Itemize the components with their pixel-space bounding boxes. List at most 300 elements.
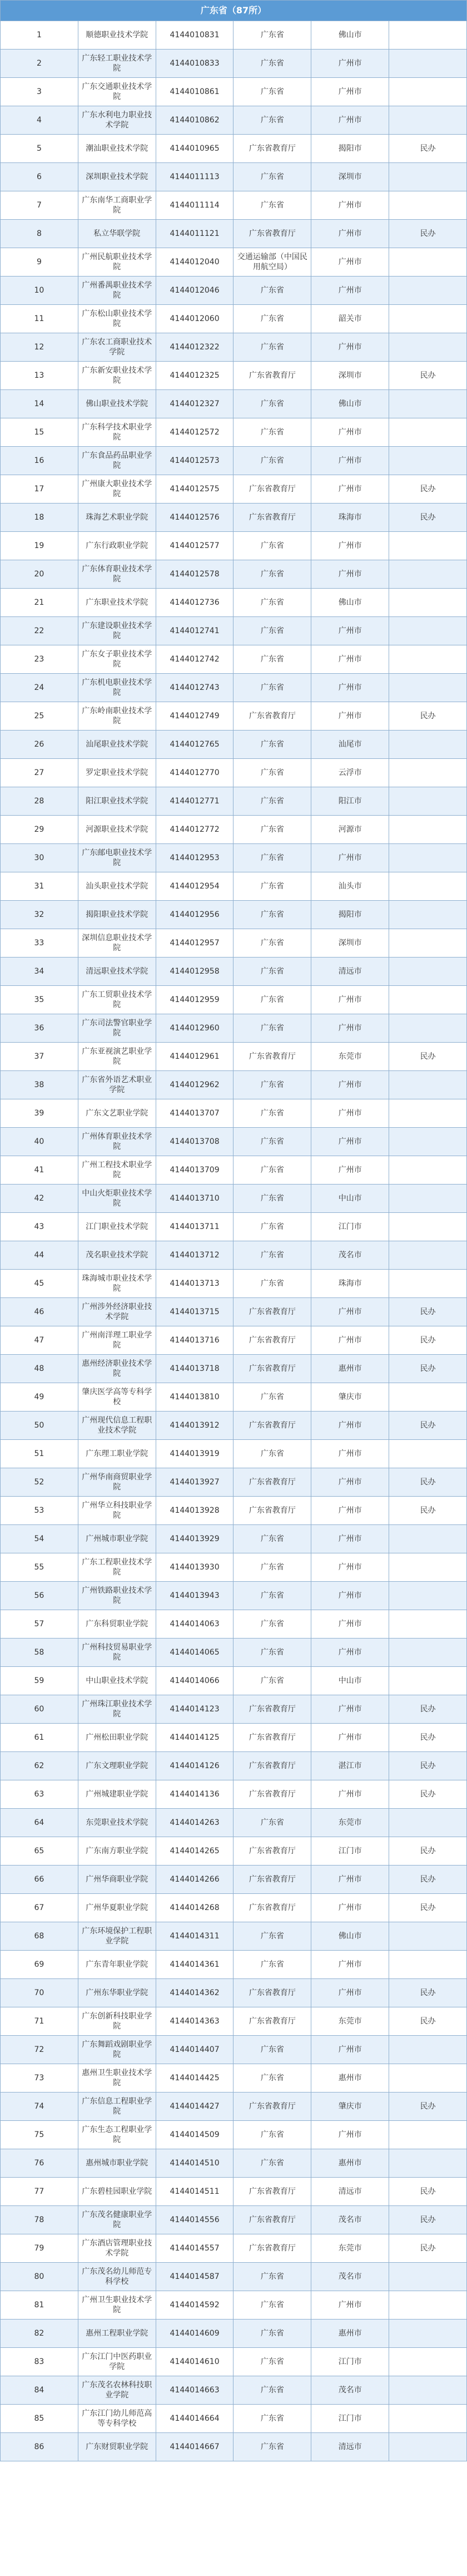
remark-cell [389, 1383, 467, 1412]
city-cell: 广州市 [311, 106, 389, 135]
authority-department-cell: 广东省 [234, 1014, 311, 1043]
row-number-cell: 84 [1, 2376, 78, 2405]
school-name-cell: 广东江门中医药职业学院 [78, 2348, 156, 2376]
remark-cell [389, 589, 467, 617]
authority-department-cell: 广东省教育厅 [234, 1695, 311, 1724]
row-number-cell: 40 [1, 1128, 78, 1156]
school-code-cell: 4144014609 [156, 2320, 234, 2348]
authority-department-cell: 广东省 [234, 2149, 311, 2178]
school-code-cell: 4144012749 [156, 702, 234, 731]
school-name-cell: 广州华南商贸职业学院 [78, 1468, 156, 1497]
school-code-cell: 4144011113 [156, 163, 234, 191]
row-number-cell: 46 [1, 1298, 78, 1326]
school-code-cell: 4144012954 [156, 872, 234, 901]
row-number-cell: 16 [1, 447, 78, 475]
row-number-cell: 65 [1, 1837, 78, 1866]
city-cell: 广州市 [311, 645, 389, 674]
table-row [1, 532, 467, 560]
school-code-cell: 4144012959 [156, 986, 234, 1014]
row-number-cell: 64 [1, 1809, 78, 1837]
row-number-cell: 59 [1, 1667, 78, 1695]
city-cell: 广州市 [311, 1156, 389, 1185]
row-number-cell: 51 [1, 1440, 78, 1468]
authority-department-cell: 广东省 [234, 1185, 311, 1213]
row-number-cell: 6 [1, 163, 78, 191]
row-number-cell: 75 [1, 2121, 78, 2149]
city-cell: 茂名市 [311, 2263, 389, 2291]
city-cell: 广州市 [311, 1780, 389, 1809]
city-cell: 广州市 [311, 50, 389, 78]
city-cell: 广州市 [311, 447, 389, 475]
authority-department-cell: 广东省 [234, 901, 311, 929]
table-row [1, 2206, 467, 2234]
table-row [1, 362, 467, 390]
city-cell: 清远市 [311, 2433, 389, 2461]
school-code-cell: 4144014556 [156, 2206, 234, 2234]
school-code-cell: 4144014363 [156, 2007, 234, 2036]
city-cell: 肇庆市 [311, 1383, 389, 1412]
school-name-cell: 广东酒店管理职业技术学院 [78, 2234, 156, 2263]
authority-department-cell: 广东省教育厅 [234, 1355, 311, 1383]
row-number-cell: 23 [1, 645, 78, 674]
remark-cell: 民办 [389, 135, 467, 163]
table-row [1, 2121, 467, 2149]
remark-cell: 民办 [389, 1752, 467, 1780]
remark-cell [389, 958, 467, 986]
remark-cell [389, 1582, 467, 1610]
remark-cell [389, 418, 467, 447]
remark-cell [389, 986, 467, 1014]
authority-department-cell: 广东省 [234, 1099, 311, 1128]
school-code-cell: 4144012741 [156, 617, 234, 645]
authority-department-cell: 广东省教育厅 [234, 1894, 311, 1922]
authority-department-cell: 广东省 [234, 1922, 311, 1951]
school-name-cell: 广东水利电力职业技术学院 [78, 106, 156, 135]
row-number-cell: 45 [1, 1270, 78, 1298]
remark-cell [389, 390, 467, 418]
remark-cell [389, 1241, 467, 1270]
school-name-cell: 广东司法警官职业学院 [78, 1014, 156, 1043]
authority-department-cell: 广东省 [234, 617, 311, 645]
city-cell: 广州市 [311, 248, 389, 277]
table-row [1, 589, 467, 617]
school-name-cell: 广东南方职业学院 [78, 1837, 156, 1866]
school-code-cell: 4144014136 [156, 1780, 234, 1809]
school-code-cell: 4144012322 [156, 333, 234, 362]
school-code-cell: 4144014510 [156, 2149, 234, 2178]
school-name-cell: 深圳职业技术学院 [78, 163, 156, 191]
table-row [1, 1979, 467, 2007]
authority-department-cell: 广东省教育厅 [234, 1752, 311, 1780]
row-number-cell: 56 [1, 1582, 78, 1610]
remark-cell: 民办 [389, 2206, 467, 2234]
city-cell: 惠州市 [311, 2149, 389, 2178]
table-row [1, 1780, 467, 1809]
remark-cell: 民办 [389, 1355, 467, 1383]
school-code-cell: 4144014125 [156, 1724, 234, 1752]
school-code-cell: 4144013718 [156, 1355, 234, 1383]
row-number-cell: 52 [1, 1468, 78, 1497]
remark-cell: 民办 [389, 2093, 467, 2121]
school-code-cell: 4144014663 [156, 2376, 234, 2405]
remark-cell: 民办 [389, 1497, 467, 1525]
city-cell: 广州市 [311, 333, 389, 362]
row-number-cell: 54 [1, 1525, 78, 1553]
school-name-cell: 惠州城市职业学院 [78, 2149, 156, 2178]
row-number-cell: 15 [1, 418, 78, 447]
authority-department-cell: 广东省 [234, 958, 311, 986]
row-number-cell: 73 [1, 2064, 78, 2093]
table-title: 广东省（87所） [1, 1, 467, 21]
remark-cell [389, 21, 467, 50]
remark-cell: 民办 [389, 1298, 467, 1326]
school-code-cell: 4144014311 [156, 1922, 234, 1951]
school-code-cell: 4144012742 [156, 645, 234, 674]
authority-department-cell: 广东省 [234, 305, 311, 333]
remark-cell [389, 901, 467, 929]
authority-department-cell: 广东省 [234, 986, 311, 1014]
authority-department-cell: 广东省 [234, 2263, 311, 2291]
authority-department-cell: 广东省教育厅 [234, 1497, 311, 1525]
school-code-cell: 4144014587 [156, 2263, 234, 2291]
table-row [1, 78, 467, 106]
row-number-cell: 38 [1, 1071, 78, 1099]
city-cell: 江门市 [311, 1213, 389, 1241]
authority-department-cell: 广东省教育厅 [234, 1724, 311, 1752]
school-code-cell: 4144013943 [156, 1582, 234, 1610]
authority-department-cell: 广东省 [234, 1525, 311, 1553]
table-row [1, 1099, 467, 1128]
remark-cell [389, 2121, 467, 2149]
school-code-cell: 4144014362 [156, 1979, 234, 2007]
table-row [1, 447, 467, 475]
row-number-cell: 44 [1, 1241, 78, 1270]
table-row [1, 1241, 467, 1270]
table-row [1, 1043, 467, 1071]
school-name-cell: 广州科技贸易职业学院 [78, 1639, 156, 1667]
row-number-cell: 11 [1, 305, 78, 333]
school-name-cell: 广州工程技术职业学院 [78, 1156, 156, 1185]
school-name-cell: 广东女子职业技术学院 [78, 645, 156, 674]
authority-department-cell: 广东省 [234, 674, 311, 702]
school-name-cell: 广东建设职业技术学院 [78, 617, 156, 645]
school-code-cell: 4144013912 [156, 1412, 234, 1440]
authority-department-cell: 广东省 [234, 816, 311, 844]
city-cell: 茂名市 [311, 2376, 389, 2405]
authority-department-cell: 广东省 [234, 1809, 311, 1837]
school-code-cell: 4144013712 [156, 1241, 234, 1270]
row-number-cell: 5 [1, 135, 78, 163]
remark-cell [389, 2291, 467, 2320]
authority-department-cell: 广东省 [234, 787, 311, 816]
school-name-cell: 广东交通职业技术学院 [78, 78, 156, 106]
authority-department-cell: 广东省教育厅 [234, 135, 311, 163]
row-number-cell: 67 [1, 1894, 78, 1922]
school-name-cell: 广东茂名农林科技职业学院 [78, 2376, 156, 2405]
authority-department-cell: 广东省教育厅 [234, 2234, 311, 2263]
row-number-cell: 33 [1, 929, 78, 958]
city-cell: 广州市 [311, 2036, 389, 2064]
authority-department-cell: 广东省 [234, 333, 311, 362]
school-name-cell: 广州民航职业技术学院 [78, 248, 156, 277]
city-cell: 清远市 [311, 2178, 389, 2206]
row-number-cell: 24 [1, 674, 78, 702]
school-name-cell: 广东机电职业技术学院 [78, 674, 156, 702]
table-row [1, 2234, 467, 2263]
remark-cell: 民办 [389, 1326, 467, 1355]
table-row [1, 1582, 467, 1610]
authority-department-cell: 广东省 [234, 1213, 311, 1241]
city-cell: 广州市 [311, 844, 389, 872]
row-number-cell: 20 [1, 560, 78, 589]
remark-cell [389, 2433, 467, 2461]
school-code-cell: 4144012772 [156, 816, 234, 844]
city-cell: 广州市 [311, 418, 389, 447]
city-cell: 清远市 [311, 958, 389, 986]
school-name-cell: 广东职业技术学院 [78, 589, 156, 617]
city-cell: 广州市 [311, 1071, 389, 1099]
remark-cell [389, 617, 467, 645]
table-row [1, 50, 467, 78]
table-row [1, 21, 467, 50]
row-number-cell: 1 [1, 21, 78, 50]
school-code-cell: 4144014066 [156, 1667, 234, 1695]
school-name-cell: 惠州经济职业技术学院 [78, 1355, 156, 1383]
school-name-cell: 广东食品药品职业学院 [78, 447, 156, 475]
city-cell: 江门市 [311, 1837, 389, 1866]
school-name-cell: 广州现代信息工程职业技术学院 [78, 1412, 156, 1440]
remark-cell: 民办 [389, 1780, 467, 1809]
school-name-cell: 广东文理职业学院 [78, 1752, 156, 1780]
remark-cell [389, 787, 467, 816]
table-row [1, 1468, 467, 1497]
city-cell: 云浮市 [311, 759, 389, 787]
school-name-cell: 佛山职业技术学院 [78, 390, 156, 418]
school-name-cell: 深圳信息职业技术学院 [78, 929, 156, 958]
authority-department-cell: 广东省 [234, 589, 311, 617]
table-row [1, 1866, 467, 1894]
school-code-cell: 4144014557 [156, 2234, 234, 2263]
table-row [1, 1610, 467, 1639]
city-cell: 广州市 [311, 1610, 389, 1639]
city-cell: 揭阳市 [311, 901, 389, 929]
remark-cell [389, 106, 467, 135]
row-number-cell: 4 [1, 106, 78, 135]
school-name-cell: 广州珠江职业技术学院 [78, 1695, 156, 1724]
row-number-cell: 71 [1, 2007, 78, 2036]
row-number-cell: 34 [1, 958, 78, 986]
row-number-cell: 3 [1, 78, 78, 106]
remark-cell [389, 2149, 467, 2178]
school-code-cell: 4144013919 [156, 1440, 234, 1468]
school-name-cell: 东莞职业技术学院 [78, 1809, 156, 1837]
remark-cell [389, 1128, 467, 1156]
table-row [1, 504, 467, 532]
table-row [1, 1497, 467, 1525]
school-name-cell: 阳江职业技术学院 [78, 787, 156, 816]
table-row [1, 2405, 467, 2433]
school-name-cell: 清远职业技术学院 [78, 958, 156, 986]
remark-cell [389, 333, 467, 362]
school-name-cell: 广东财贸职业学院 [78, 2433, 156, 2461]
school-name-cell: 广东科学技术职业学院 [78, 418, 156, 447]
table-row [1, 163, 467, 191]
city-cell: 汕尾市 [311, 731, 389, 759]
remark-cell: 民办 [389, 1837, 467, 1866]
authority-department-cell: 广东省 [234, 731, 311, 759]
row-number-cell: 49 [1, 1383, 78, 1412]
school-code-cell: 4144012573 [156, 447, 234, 475]
city-cell: 茂名市 [311, 1241, 389, 1270]
remark-cell [389, 447, 467, 475]
city-cell: 东莞市 [311, 2007, 389, 2036]
row-number-cell: 30 [1, 844, 78, 872]
remark-cell [389, 2376, 467, 2405]
school-code-cell: 4144012327 [156, 390, 234, 418]
remark-cell: 民办 [389, 1724, 467, 1752]
row-number-cell: 55 [1, 1553, 78, 1582]
city-cell: 惠州市 [311, 2064, 389, 2093]
row-number-cell: 26 [1, 731, 78, 759]
table-row [1, 418, 467, 447]
row-number-cell: 7 [1, 191, 78, 220]
table-row [1, 2007, 467, 2036]
table-row [1, 305, 467, 333]
row-number-cell: 8 [1, 220, 78, 248]
school-code-cell: 4144012736 [156, 589, 234, 617]
school-code-cell: 4144013929 [156, 1525, 234, 1553]
city-cell: 深圳市 [311, 929, 389, 958]
school-name-cell: 广东江门幼儿师范高等专科学校 [78, 2405, 156, 2433]
remark-cell [389, 1099, 467, 1128]
row-number-cell: 21 [1, 589, 78, 617]
authority-department-cell: 广东省 [234, 560, 311, 589]
school-code-cell: 4144013708 [156, 1128, 234, 1156]
school-code-cell: 4144013928 [156, 1497, 234, 1525]
city-cell: 广州市 [311, 1468, 389, 1497]
row-number-cell: 76 [1, 2149, 78, 2178]
row-number-cell: 47 [1, 1326, 78, 1355]
school-code-cell: 4144010862 [156, 106, 234, 135]
remark-cell: 民办 [389, 1468, 467, 1497]
school-code-cell: 4144013711 [156, 1213, 234, 1241]
school-code-cell: 4144014407 [156, 2036, 234, 2064]
remark-cell [389, 1951, 467, 1979]
table-row [1, 106, 467, 135]
table-row [1, 2291, 467, 2320]
table-row [1, 759, 467, 787]
table-row [1, 1525, 467, 1553]
authority-department-cell: 广东省教育厅 [234, 1298, 311, 1326]
table-row [1, 2320, 467, 2348]
school-name-cell: 广东邮电职业技术学院 [78, 844, 156, 872]
remark-cell [389, 2036, 467, 2064]
authority-department-cell: 广东省 [234, 844, 311, 872]
school-name-cell: 肇庆医学高等专科学校 [78, 1383, 156, 1412]
table-row [1, 1156, 467, 1185]
school-name-cell: 广东茂名幼儿师范专科学校 [78, 2263, 156, 2291]
city-cell: 中山市 [311, 1667, 389, 1695]
city-cell: 阳江市 [311, 787, 389, 816]
city-cell: 惠州市 [311, 1355, 389, 1383]
table-row [1, 1894, 467, 1922]
table-row [1, 333, 467, 362]
remark-cell [389, 560, 467, 589]
table-row [1, 901, 467, 929]
school-code-cell: 4144014266 [156, 1866, 234, 1894]
remark-cell: 民办 [389, 2007, 467, 2036]
row-number-cell: 17 [1, 475, 78, 504]
row-number-cell: 43 [1, 1213, 78, 1241]
city-cell: 广州市 [311, 2121, 389, 2149]
table-row [1, 2064, 467, 2093]
school-code-cell: 4144014425 [156, 2064, 234, 2093]
authority-department-cell: 广东省 [234, 1667, 311, 1695]
row-number-cell: 27 [1, 759, 78, 787]
school-code-cell: 4144013716 [156, 1326, 234, 1355]
remark-cell [389, 1440, 467, 1468]
city-cell: 佛山市 [311, 390, 389, 418]
row-number-cell: 63 [1, 1780, 78, 1809]
authority-department-cell: 广东省 [234, 1270, 311, 1298]
city-cell: 揭阳市 [311, 135, 389, 163]
remark-cell: 民办 [389, 1695, 467, 1724]
school-code-cell: 4144012960 [156, 1014, 234, 1043]
row-number-cell: 66 [1, 1866, 78, 1894]
school-name-cell: 广东信息工程职业学院 [78, 2093, 156, 2121]
table-body [1, 21, 467, 2461]
row-number-cell: 69 [1, 1951, 78, 1979]
school-name-cell: 中山火炬职业技术学院 [78, 1185, 156, 1213]
school-code-cell: 4144013713 [156, 1270, 234, 1298]
remark-cell [389, 1071, 467, 1099]
table-row [1, 872, 467, 901]
city-cell: 湛江市 [311, 1752, 389, 1780]
authority-department-cell: 广东省教育厅 [234, 1468, 311, 1497]
row-number-cell: 74 [1, 2093, 78, 2121]
authority-department-cell: 广东省 [234, 1951, 311, 1979]
city-cell: 东莞市 [311, 1043, 389, 1071]
school-name-cell: 广东省外语艺术职业学院 [78, 1071, 156, 1099]
row-number-cell: 77 [1, 2178, 78, 2206]
authority-department-cell: 广东省 [234, 1383, 311, 1412]
authority-department-cell: 广东省 [234, 2036, 311, 2064]
table-row [1, 1553, 467, 1582]
city-cell: 河源市 [311, 816, 389, 844]
school-name-cell: 广东科贸职业学院 [78, 1610, 156, 1639]
school-code-cell: 4144014361 [156, 1951, 234, 1979]
school-code-cell: 4144013710 [156, 1185, 234, 1213]
table-row [1, 560, 467, 589]
city-cell: 东莞市 [311, 2234, 389, 2263]
authority-department-cell: 广东省 [234, 277, 311, 305]
remark-cell: 民办 [389, 702, 467, 731]
remark-cell [389, 1553, 467, 1582]
remark-cell [389, 2263, 467, 2291]
school-name-cell: 广东新安职业技术学院 [78, 362, 156, 390]
school-code-cell: 4144012961 [156, 1043, 234, 1071]
school-name-cell: 广州番禺职业技术学院 [78, 277, 156, 305]
city-cell: 广州市 [311, 1298, 389, 1326]
remark-cell [389, 872, 467, 901]
city-cell: 佛山市 [311, 21, 389, 50]
city-cell: 佛山市 [311, 1922, 389, 1951]
authority-department-cell: 广东省 [234, 872, 311, 901]
school-name-cell: 广州东华职业学院 [78, 1979, 156, 2007]
authority-department-cell: 广东省 [234, 1156, 311, 1185]
city-cell: 广州市 [311, 1951, 389, 1979]
authority-department-cell: 交通运输部（中国民用航空局） [234, 248, 311, 277]
